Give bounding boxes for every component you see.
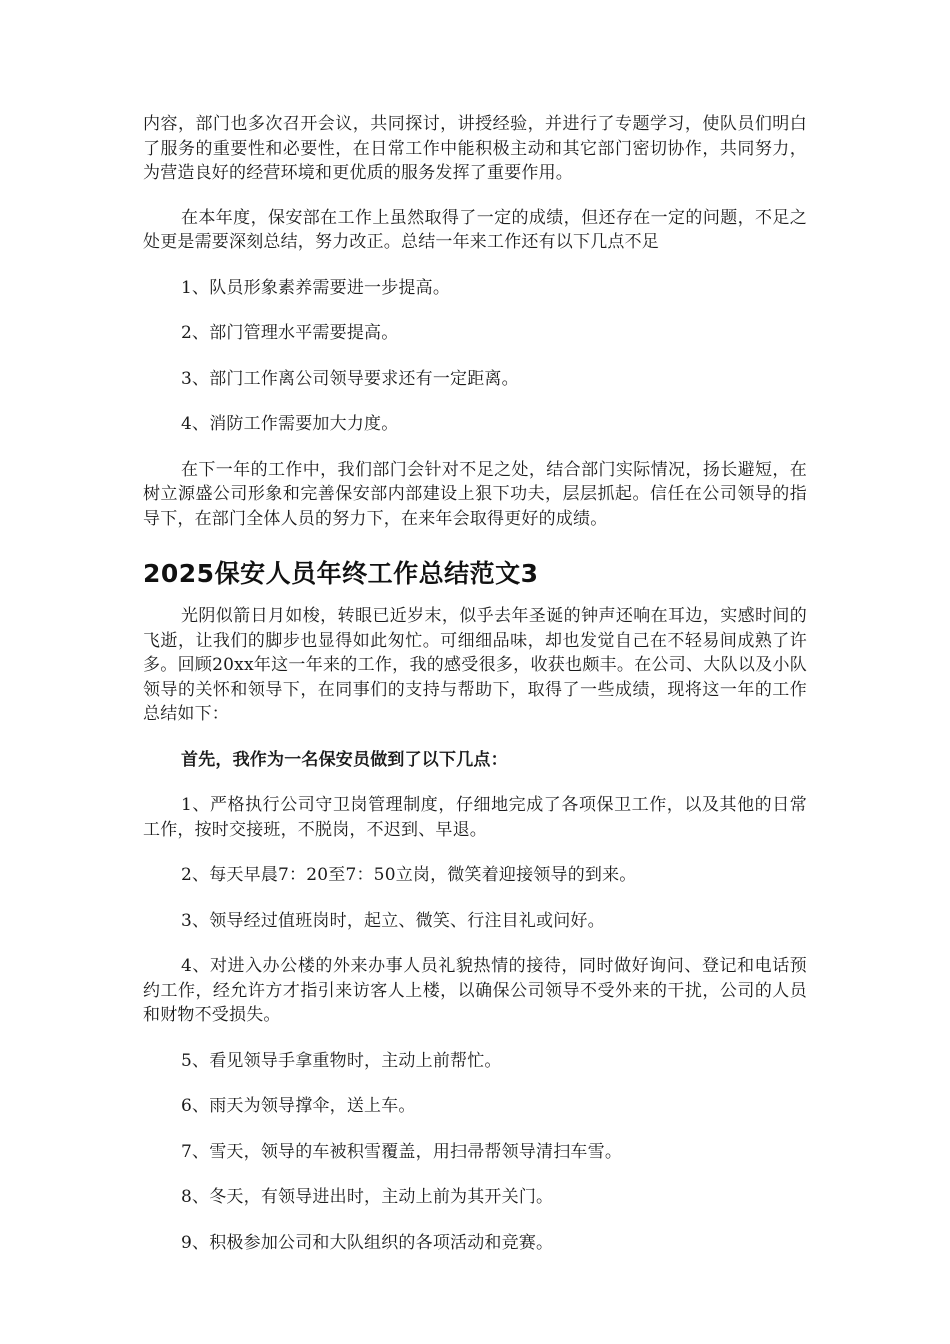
section-heading: 2025保安人员年终工作总结范文3: [143, 559, 539, 588]
list-item-duty-8: 8、冬天，有领导进出时，主动上前为其开关门。: [181, 1187, 554, 1207]
list-item-duty-7: 7、雪天，领导的车被积雪覆盖，用扫帚帮领导清扫车雪。: [181, 1141, 623, 1162]
list-item-duty-4: 4、对进入办公楼的外来办事人员礼貌热情的接待，同时做好询问、登记和电话预约工作，经允许方才指引来访客人上楼，以确保公司领导不受外来的干扰，公司的人员和财物不受损失。: [143, 956, 807, 1025]
list-item-duty-6: 6、雨天为领导撑伞，送上车。: [181, 1096, 416, 1116]
paragraph-shortcomings-intro: 在本年度，保安部在工作上虽然取得了一定的成绩，但还存在一定的问题，不足之处更是需要深刻总结，努力改正。总结一年来工作还有以下几点不足: [143, 207, 807, 252]
list-item-shortcoming-1: 1、队员形象素养需要进一步提高。: [181, 277, 451, 298]
list-item-duty-3: 3、领导经过值班岗时，起立、微笑、行注目礼或问好。: [181, 910, 605, 931]
paragraph-section-intro: 光阴似箭日月如梭，转眼已近岁末，似乎去年圣诞的钟声还响在耳边，实感时间的飞逝，让我们的脚步也显得如此匆忙。可细细品味，却也发觉自己在不轻易间成熟了许多。回顾20xx年这一年来的工作，我的感受很多，收获也颇丰。在公司、大队以及小队领导的关怀和领导下，在同事们的支持与帮助下，取得了一些成绩，现将这一年的工作总结如下：: [143, 606, 807, 724]
list-item-duty-2: 2、每天早晨7：20至7：50立岗，微笑着迎接领导的到来。: [181, 865, 637, 885]
list-item-duty-5: 5、看见领导手拿重物时，主动上前帮忙。: [181, 1050, 502, 1071]
list-item-duty-1: 1、严格执行公司守卫岗管理制度，仔细地完成了各项保卫工作，以及其他的日常工作，按时交接班，不脱岗，不迟到、早退。: [143, 795, 807, 840]
document-page: [143, 112, 807, 1255]
subheading-first-points: 首先，我作为一名保安员做到了以下几点：: [181, 749, 508, 770]
list-item-shortcoming-2: 2、部门管理水平需要提高。: [181, 323, 399, 343]
paragraph-service-importance: 内容，部门也多次召开会议，共同探讨，讲授经验，并进行了专题学习，使队员们明白了服务的重要性和必要性，在日常工作中能积极主动和其它部门密切协作，共同努力，为营造良好的经营环境和更优质的服务发挥了重要作用。: [143, 114, 807, 183]
paragraph-next-year-plan: 在下一年的工作中，我们部门会针对不足之处，结合部门实际情况，扬长避短，在树立源盛公司形象和完善保安部内部建设上狠下功夫，层层抓起。信任在公司领导的指导下，在部门全体人员的努力下，在来年会取得更好的成绩。: [143, 459, 807, 529]
list-item-shortcoming-4: 4、消防工作需要加大力度。: [181, 414, 399, 434]
list-item-duty-9: 9、积极参加公司和大队组织的各项活动和竞赛。: [181, 1232, 554, 1253]
list-item-shortcoming-3: 3、部门工作离公司领导要求还有一定距离。: [181, 368, 519, 389]
